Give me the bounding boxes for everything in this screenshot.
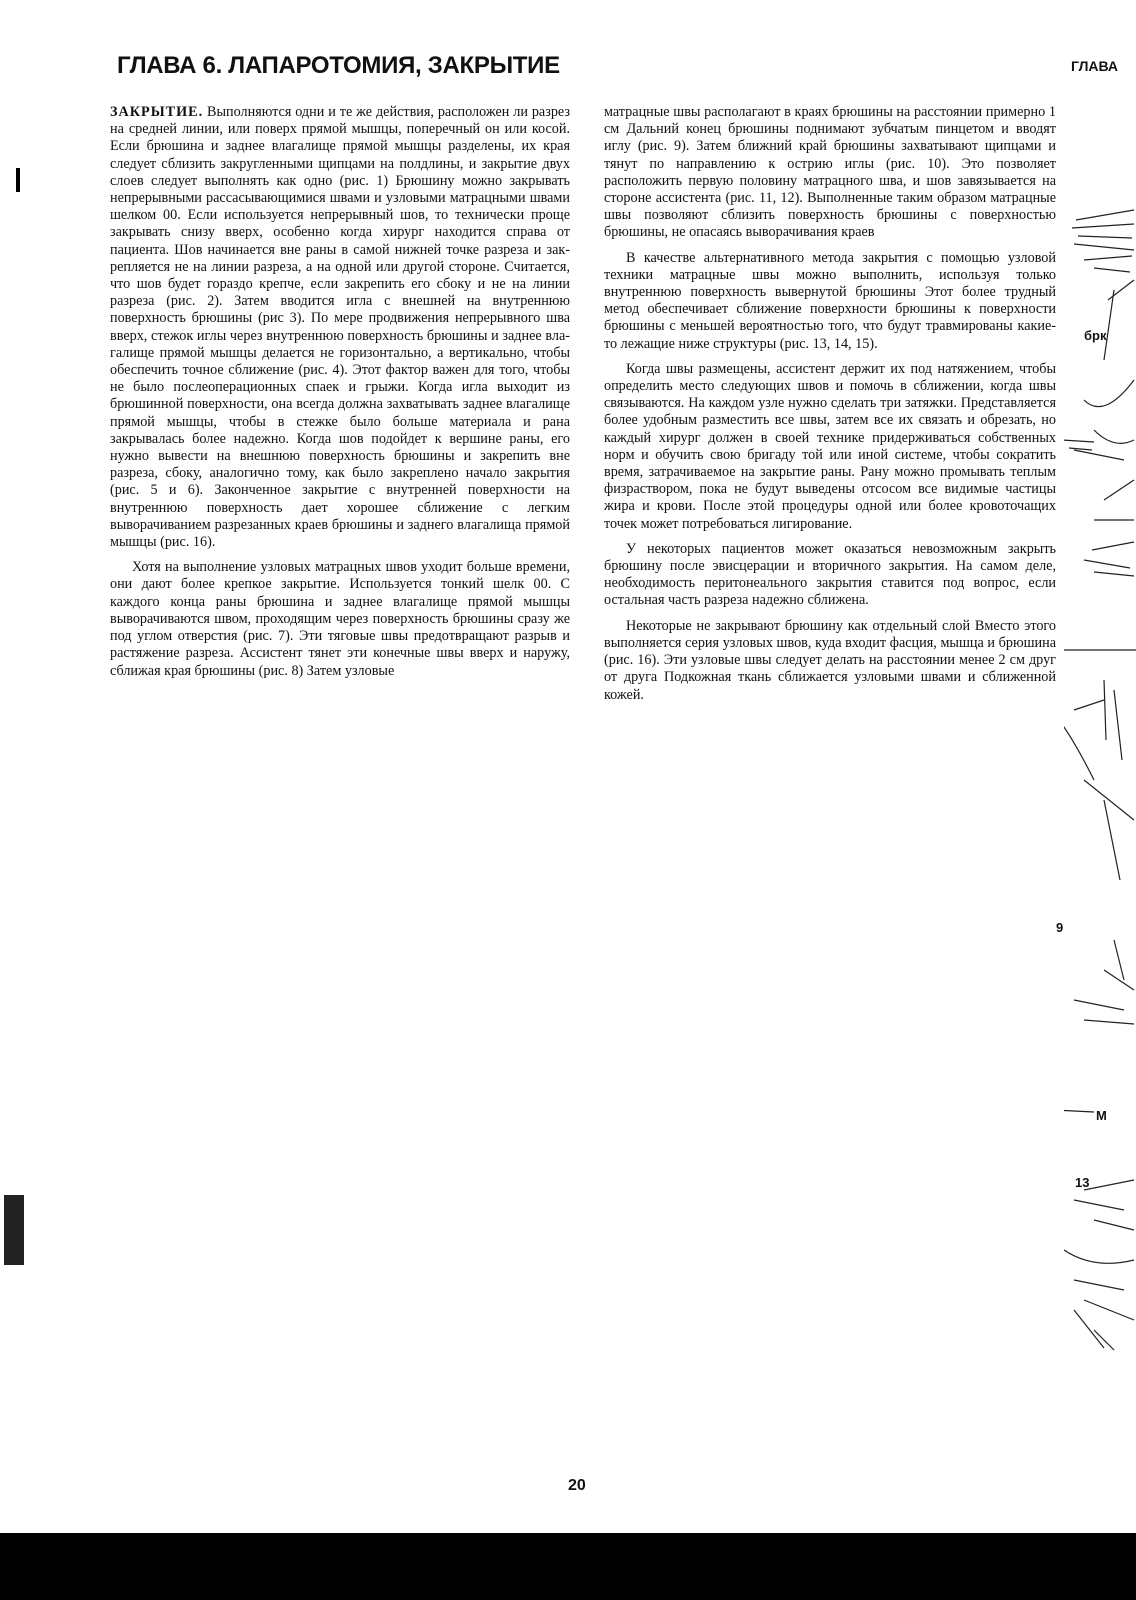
figure-label-m: М bbox=[1096, 1108, 1107, 1123]
scan-bottom-black-band bbox=[0, 1533, 1136, 1600]
left-text-column bbox=[110, 104, 570, 688]
right-text-column bbox=[604, 104, 1056, 712]
paragraph-continued: матрацные швы располагают в краях брюшины на расстоянии примерно 1 см Дальний конец брюшины поднимают зубчатым пинцетом и вводят иглу (рис. 9). Затем ближний край брюшины захватывают щипцами и тянут по направлению к острию иглы (рис. 10). Это позволяет расположить первую половину матрацного шва, и шов завязывается на стороне ассистента (рис. 11, 12). Выполненные таким образом матрацные швы позволяют сблизить поверхность брюшины с поверхностью брюшины, не опасаясь выворачивания краев bbox=[604, 104, 1056, 241]
scan-artifact-mark bbox=[16, 168, 20, 192]
running-head-right: ГЛАВА bbox=[1071, 58, 1119, 74]
paragraph-alternative-method: В качестве альтернативного метода закрытия с помощью узловой техники матрацные швы можно выполнить, используя только внутреннюю поверхность вывернутой брюшины Этот более трудный метод обеспечивает сближение поверхности брюшины к поверхности брюшины с меньшей вероятностью того, что будут травмированы какие-то лежащие ниже структуры (рис. 13, 14, 15). bbox=[604, 249, 1056, 352]
scan-artifact-block bbox=[4, 1195, 24, 1265]
paragraph-text: Выполняются одни и те же действия, расположен ли разрез на средней линии, или поверх прямой мышцы, поперечный он или косой. Если брюшина и заднее влагалище прямой мышцы разделены, их края следует сблизить закругленными щипцами на полдлины, и закрытие двух слоев следует выполнять как одно (рис. 1) Брюшину можно закрывать непрерывными рассасывающимися швами и узловыми матрацными швами шелком 00. Если используется непрерывный шов, то технически проще закрывать снизу вверх, особенно когда хирург находится справа от пациента. Шов начинается вне раны в самой нижней точке разреза и закрепляется не на линии разреза, а на одной или другой стороне. Считается, что шов будет гораздо крепче, если закрепить его сбоку и не на линии разреза (рис. 2). Затем вводится игла с внешней на внутреннюю поверхность брюшины (рис 3). По мере продвижения непрерывного шва вверх, стежок иглы через внутреннюю поверхность брюшины и заднее влагалище прямой мышцы делается не горизонтально, а вертикально, чтобы обеспечить точное сближение (рис. 4). Этот фактор важен для того, чтобы не было послеоперационных спаек и грыжи. Когда игла выходит из брюшинной поверхности, она всегда должна захватывать заднее влагалище прямой мышцы, чтобы в стежке было больше материала и рана закрывалась более надежно. Когда шов подойдет к вершине раны, его нужно вывести на внешнюю поверхность брюшины и закрепить вне разреза, сбоку, аналогично тому, как было закреплено начало закрытия (рис. 5 и 6). Законченное закрытие с внутренней поверхности на внутреннюю поверхность дает хорошее сближение с легким выворачиванием разрезанных краев брюшины и заднего влагалища прямой мышцы (рис. 16). bbox=[110, 104, 570, 551]
page-number: 20 bbox=[568, 1477, 586, 1494]
figure-label-fragment: брк bbox=[1084, 328, 1107, 343]
page-header-title: ГЛАВА 6. ЛАПАРОТОМИЯ, ЗАКРЫТИЕ bbox=[117, 52, 560, 79]
paragraph-tension: Когда швы размещены, ассистент держит их под натяжением, чтобы определить место следующих швов и помочь в сближении, когда швы связываются. На каждом узле нужно сделать три затяжки. Представляется более удобным разместить все швы, затем все их связать и обрезать, но каждый хирург должен в своей технике придерживаться собственных норм и обучить свою бригаду той или иной системе, чтобы сократить время, затрачиваемое на закрытие раны. Рану можно промывать теплым физраствором, пока не будут выведены отсосом все видимые частицы жира и крови. После этой процедуры одной или более кровоточащих точек может потребоваться лигирование. bbox=[604, 360, 1056, 532]
paragraph-closure bbox=[110, 104, 570, 551]
paragraph-mattress-sutures: Хотя на выполнение узловых матрацных швов уходит больше времени, они дают более крепкое закрытие. Используется тонкий шелк 00. С каждого конца раны брюшина и заднее влагалище прямой мышцы выворачиваются швом, проходящим через поверхность брюшины сразу же под углом отверстия (рис. 7). Эти тяговые швы предотвращают разрыв и растяжение разреза. Ассистент тянет эти конечные швы вверх и наружу, сближая края брюшины (рис. 8) Затем узловые bbox=[110, 559, 570, 679]
paragraph-separate-layer: Некоторые не закрывают брюшину как отдельный слой Вместо этого выполняется серия узловых швов, куда входит фасция, мышца и брюшина (рис. 16). Эти узловые швы следует делать на расстоянии менее 2 см друг от друга Подкожная ткань сближается узловыми швами и сближенной кожей. bbox=[604, 617, 1056, 703]
figure-number-9: 9 bbox=[1056, 920, 1064, 935]
section-lead-word: ЗАКРЫТИЕ. bbox=[110, 104, 204, 120]
paragraph-evisceration: У некоторых пациентов может оказаться невозможным закрыть брюшину после эвисцерации и вторичного закрытия. На самом деле, необходимость перитонеального закрытия ставится под вопрос, если остальная часть разреза надежно сближена. bbox=[604, 540, 1056, 609]
figure-number-13: 13 bbox=[1075, 1175, 1090, 1190]
